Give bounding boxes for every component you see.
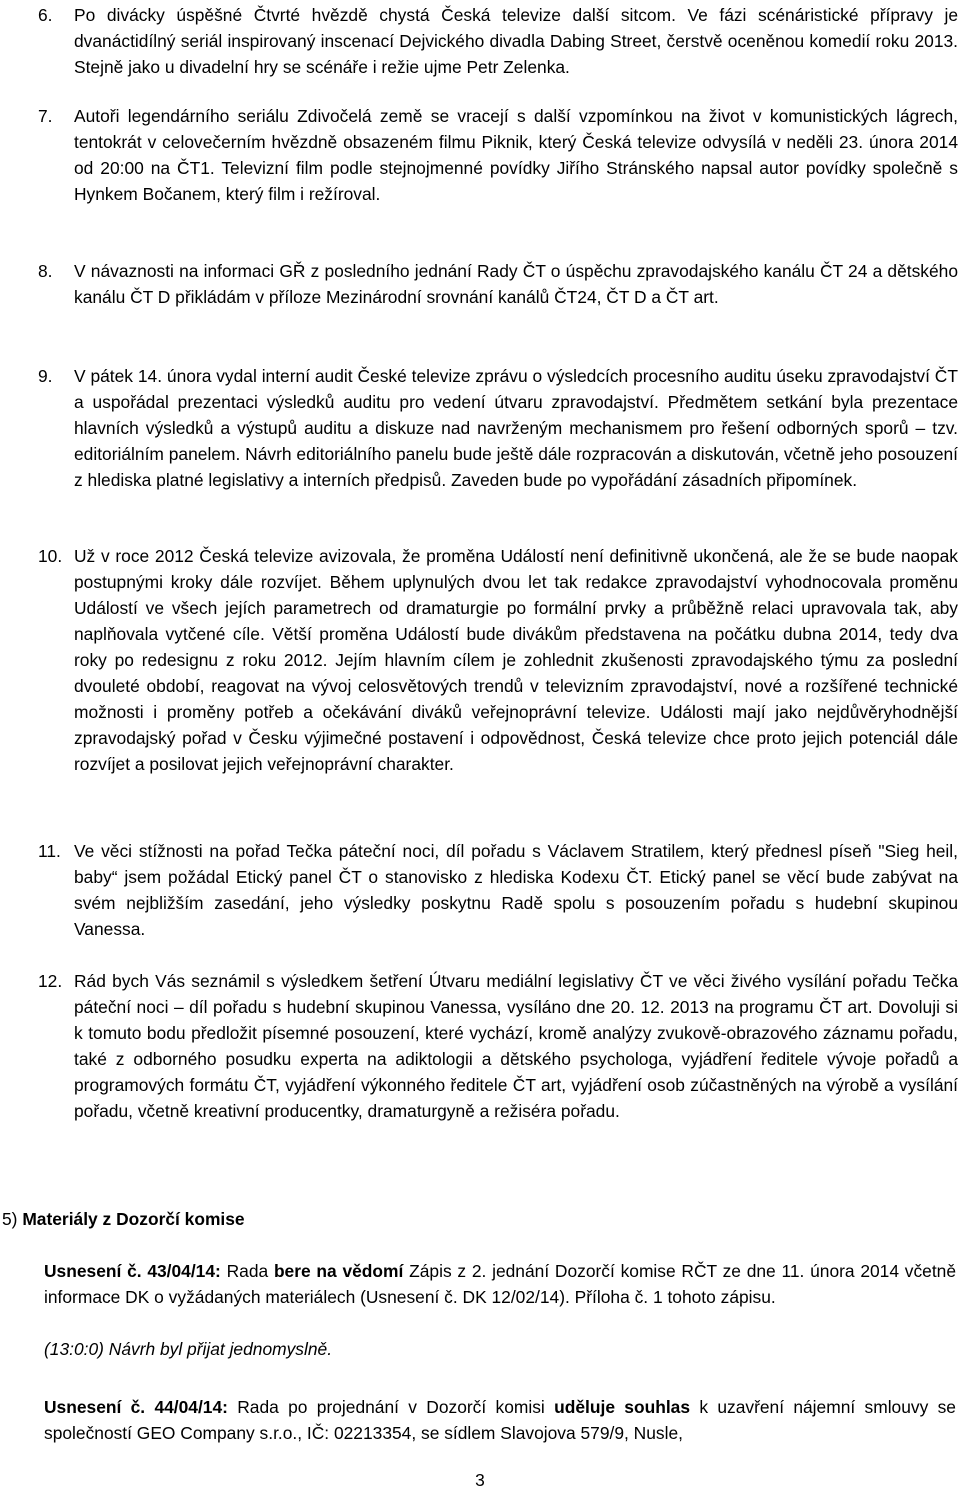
section-title: Materiály z Dozorčí komise	[22, 1209, 245, 1229]
resolution-44	[44, 1394, 956, 1446]
item-number: 6.	[38, 5, 53, 25]
list-item-7	[38, 103, 958, 207]
list-item-12	[38, 968, 958, 1124]
resolution-label: Usnesení č. 43/04/14:	[44, 1261, 221, 1281]
resolution-43	[44, 1258, 956, 1310]
list-item-10	[38, 543, 958, 777]
item-text: Po divácky úspěšné Čtvrté hvězdě chystá Česká televize další sitcom. Ve fázi scénáristické přípravy je dvanáctidílný seriál inspirovaný inscenací Dejvického divadla Dabing Street, čerstvě oceněnou komedií roku 2013. Stejně jako u divadelní hry se scénáře i režie ujme Petr Zelenka.	[74, 5, 958, 77]
list-item-11	[38, 838, 958, 942]
page-number: 3	[475, 1470, 485, 1490]
item-number: 11.	[38, 841, 61, 861]
item-text: Rád bych Vás seznámil s výsledkem šetření Útvaru mediální legislativy ČT ve věci živého vysílání pořadu Tečka páteční noci – díl pořadu s hudební skupinou Vanessa, vysíláno dne 20. 12. 2013 na programu ČT art. Dovoluji si k tomuto bodu předložit písemné posouzení, které vychází, kromě analýzy zvukově-obrazového záznamu pořadu, také z odborného posudku experta na adiktologii a dětského psychologa, vyjádření ředitele vývoje pořadů a programových formátu ČT, vyjádření výkonného ředitele ČT art, vyjádření osob zúčastněných na výrobě a vysílání pořadu, včetně kreativní producentky, dramaturgyně a režiséra pořadu.	[74, 971, 958, 1121]
resolution-bold: uděluje souhlas	[554, 1397, 691, 1417]
section-number: 5)	[2, 1209, 18, 1229]
item-text: Už v roce 2012 Česká televize avizovala, že proměna Událostí není definitivně ukončená, ale že se bude naopak postupnými kroky dále rozvíjet. Během uplynulých dvou let tak redakce zpravodajství vyhodnocovala proměnu Událostí ve všech jejích parametrech od dramaturgie po formální prvky a průběžně relaci upravovala tak, aby naplňovala vytčené cíle. Větší proměna Událostí bude divákům představena na počátku dubna 2014, tedy dva roky po redesignu z roku 2012. Jejím hlavním cílem je zohlednit zkušenosti zpravodajského týmu za poslední dvouleté období, reagovat na vývoj celosvětových trendů v televizním zpravodajství, nové a rozšířené technické možnosti i proměny potřeb a očekávání diváků veřejnoprávní televize. Události mají jako nejdůvěryhodnější zpravodajský pořad v Česku výjimečné postavení i odpovědnost, Česká televize chce proto jejich potenciál dále rozvíjet a posilovat jejich veřejnoprávní charakter.	[74, 546, 958, 774]
resolution-label: Usnesení č. 44/04/14:	[44, 1397, 228, 1417]
item-number: 8.	[38, 261, 53, 281]
item-text: Ve věci stížnosti na pořad Tečka páteční noci, díl pořadu s Václavem Stratilem, který přednesl píseň "Sieg heil, baby“ jsem požádal Etický panel ČT o stanovisko z hlediska Kodexu ČT. Etický panel se věcí bude zabývat na svém nejbližším zasedání, jeho výsledky poskytnu Radě spolu s posouzením pořadu s hudební skupinou Vanessa.	[74, 841, 958, 939]
resolution-post: Zápis z 2. jednání Dozorčí komise RČT ze dne 11. února 2014 včetně informace DK o vyžádaných materiálech (Usnesení č. DK 12/02/14). Příloha č. 1 tohoto zápisu.	[44, 1261, 957, 1307]
list-item-6	[38, 2, 958, 80]
vote-result: (13:0:0) Návrh byl přijat jednomyslně.	[44, 1339, 333, 1359]
resolution-bold: bere na vědomí	[273, 1261, 404, 1281]
item-number: 7.	[38, 106, 53, 126]
list-item-8	[38, 258, 958, 310]
item-number: 9.	[38, 366, 53, 386]
item-text: V návaznosti na informaci GŘ z posledního jednání Rady ČT o úspěchu zpravodajského kanálu ČT 24 a dětského kanálu ČT D přikládám v příloze Mezinárodní srovnání kanálů ČT24, ČT D a ČT art.	[74, 261, 958, 307]
item-number: 12.	[38, 971, 63, 991]
resolution-pre: Rada	[226, 1261, 269, 1281]
resolution-pre: Rada po projednání v Dozorčí komisi	[237, 1397, 545, 1417]
item-number: 10.	[38, 546, 63, 566]
item-text: V pátek 14. února vydal interní audit České televize zprávu o výsledcích procesního auditu úseku zpravodajství ČT a uspořádal prezentaci výsledků auditu pro vedení útvaru zpravodajství. Předmětem setkání byla prezentace hlavních výsledků a výstupů auditu a diskuze nad navrženým mechanismem pro řešení odborných sporů – tzv. editoriálním panelem. Návrh editoriálního panelu bude ještě dále rozpracován a diskutován, včetně jeho posouzení z hlediska platné legislativy a interních předpisů. Zaveden bude po vypořádání zásadních připomínek.	[74, 366, 958, 490]
resolution-post: k uzavření nájemní smlouvy se společností GEO Company s.r.o., IČ: 02213354, se sídlem Slavojova 579/9, Nusle,	[44, 1397, 956, 1443]
item-text: Autoři legendárního seriálu Zdivočelá země se vracejí s další vzpomínkou na život v komunistických lágrech, tentokrát v celovečerním hvězdně obsazeném filmu Piknik, který Česká televize odvysílá v neděli 23. února 2014 od 20:00 na ČT1. Televizní film podle stejnojmenné povídky Jiřího Stránského napsal autor povídky společně s Hynkem Bočanem, který film i režíroval.	[74, 106, 958, 204]
section-heading	[2, 1206, 245, 1232]
list-item-9	[38, 363, 958, 493]
